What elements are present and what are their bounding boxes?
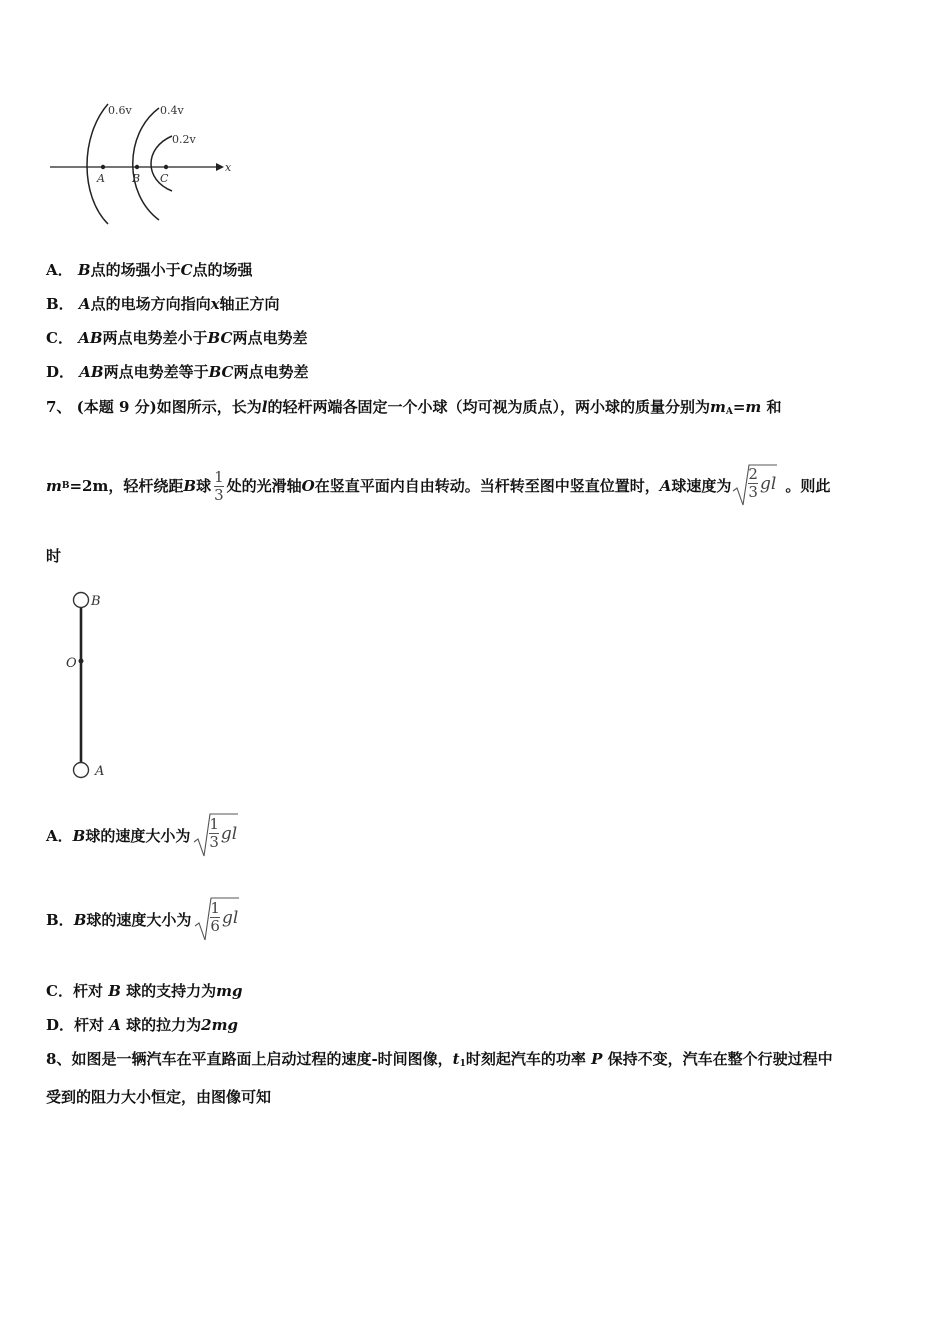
label-axis-x: x	[225, 161, 232, 174]
point-B	[135, 165, 139, 169]
q6-option-b: B． A点的电场方向指向x轴正方向	[46, 295, 280, 313]
x-axis-arrow	[216, 163, 224, 171]
ball-A	[74, 763, 89, 778]
ball-B	[74, 593, 89, 608]
label-C: C	[160, 172, 169, 185]
label-A: A	[95, 764, 105, 779]
rod-figure	[66, 588, 126, 784]
label-A: A	[97, 172, 105, 185]
q6-option-c: C． AB两点电势差小于BC两点电势差	[46, 329, 308, 347]
label-B: B	[91, 594, 101, 609]
q7-stem-line1: 7、 (本题 9 分)如图所示，长为l的轻杆两端各固定一个小球（均可视为质点），两小球的质量分别为$m_A=m$ 和	[46, 398, 782, 417]
q7-stem-line3: 时	[46, 547, 62, 565]
equipotential-figure	[44, 96, 244, 228]
label-0.4v: 0.4v	[160, 104, 184, 117]
equipotential-line-0.6v	[87, 104, 108, 224]
sqrt-two-thirds-gl: $\frac{2}{3}$ gl	[731, 463, 779, 509]
q7-stem-line2: m B =2m ，轻杆绕距 B 球 $\frac{1}{3}$ 处的光滑轴 O 在竖直平面内自由转动。当杆转至图中竖直位置时， A 球速度为 $\frac{2}{3}$ gl 。则此	[46, 463, 830, 509]
q6-option-a: A． B点的场强小于C点的场强	[46, 261, 253, 279]
label-O: O	[66, 656, 77, 671]
q8-stem-line2: 受到的阻力大小恒定，由图像可知	[46, 1088, 272, 1106]
fraction-one-third: $\frac{1}{3}$	[214, 467, 224, 504]
label-0.6v: 0.6v	[108, 104, 132, 117]
q7-option-d: D．杆对 A 球的拉力为2mg	[46, 1016, 238, 1034]
point-C	[164, 165, 168, 169]
label-0.2v: 0.2v	[172, 133, 196, 146]
equipotential-line-0.4v	[133, 108, 159, 220]
q7-option-c: C．杆对 B 球的支持力为mg	[46, 982, 243, 1000]
q7-option-b: B． B 球的速度大小为 $\frac{1}{6}$ gl	[46, 896, 241, 944]
point-A	[101, 165, 105, 169]
q7-option-a: A． B 球的速度大小为 $\frac{1}{3}$ gl	[46, 812, 240, 860]
q6-option-d: D． AB两点电势差等于BC两点电势差	[46, 363, 309, 381]
sqrt-one-third-gl: $\frac{1}{3}$ gl	[192, 812, 240, 860]
label-B: B	[132, 172, 141, 185]
axis-O	[79, 659, 84, 664]
sqrt-one-sixth-gl: $\frac{1}{6}$ gl	[193, 896, 241, 944]
q8-stem-line1: 8、如图是一辆汽车在平直路面上启动过程的速度-时间图像，$t_1$时刻起汽车的功率 P 保持不变，汽车在整个行驶过程中	[46, 1050, 833, 1069]
